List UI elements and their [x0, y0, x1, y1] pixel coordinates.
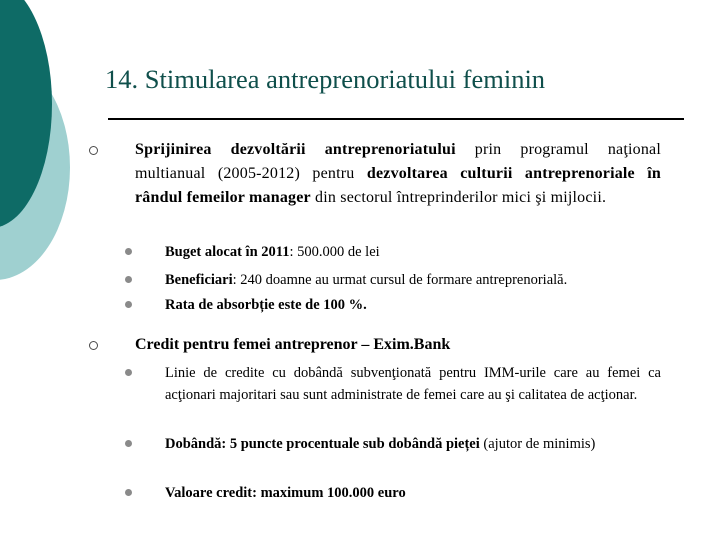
section2-item	[165, 482, 661, 504]
section1-paragraph	[135, 138, 661, 210]
section1-item	[165, 241, 665, 263]
section2-heading: Credit pentru femei antreprenor – Exim.Bank	[135, 336, 451, 353]
section1-item-label: Beneficiari	[165, 272, 233, 288]
section1-item-label: Buget alocat în 2011	[165, 244, 290, 260]
section1-item	[165, 294, 665, 316]
bullet-ring-icon	[89, 146, 98, 155]
bullet-dot-icon	[125, 440, 132, 447]
section1-item-text: : 500.000 de lei	[289, 244, 380, 260]
section1-text-a: prin programul naţional multianual (2005-2012) pentru	[135, 141, 661, 182]
section2-item-label: Dobândă: 5 puncte procentuale sub dobândă pieței	[165, 436, 480, 452]
section2-item	[165, 362, 661, 406]
bullet-dot-icon	[125, 489, 132, 496]
title-divider	[108, 118, 684, 120]
section1-text-c: din sectorul întreprinderilor mici şi mijlocii.	[310, 189, 607, 206]
section2-item	[165, 433, 661, 455]
section1-item	[165, 269, 665, 291]
section2-item-label: Valoare credit: maximum 100.000 euro	[165, 485, 406, 501]
bullet-dot-icon	[125, 369, 132, 376]
section2-item-text: Linie de credite cu dobândă subvenţionată pentru IMM-urile care au femei ca acţionari majoritari sau sunt administrate de femei care au şi calitatea de acţionar.	[165, 365, 661, 403]
section1-item-label: Rata de absorbție este de 100 %.	[165, 297, 367, 313]
section2-item-text: (ajutor de minimis)	[479, 436, 596, 452]
section1-bold-b: dezvoltarea culturii antreprenoriale în rândul femeilor manager	[135, 165, 661, 206]
section1-item-text: : 240 doamne au urmat cursul de formare antreprenorială.	[232, 272, 568, 288]
bullet-dot-icon	[125, 248, 132, 255]
bullet-dot-icon	[125, 276, 132, 283]
bullet-dot-icon	[125, 301, 132, 308]
bullet-ring-icon	[89, 341, 98, 350]
section1-lead: Sprijinirea dezvoltării antreprenoriatului	[135, 141, 456, 158]
slide-title: 14. Stimularea antreprenoriatului feminin	[105, 64, 546, 94]
